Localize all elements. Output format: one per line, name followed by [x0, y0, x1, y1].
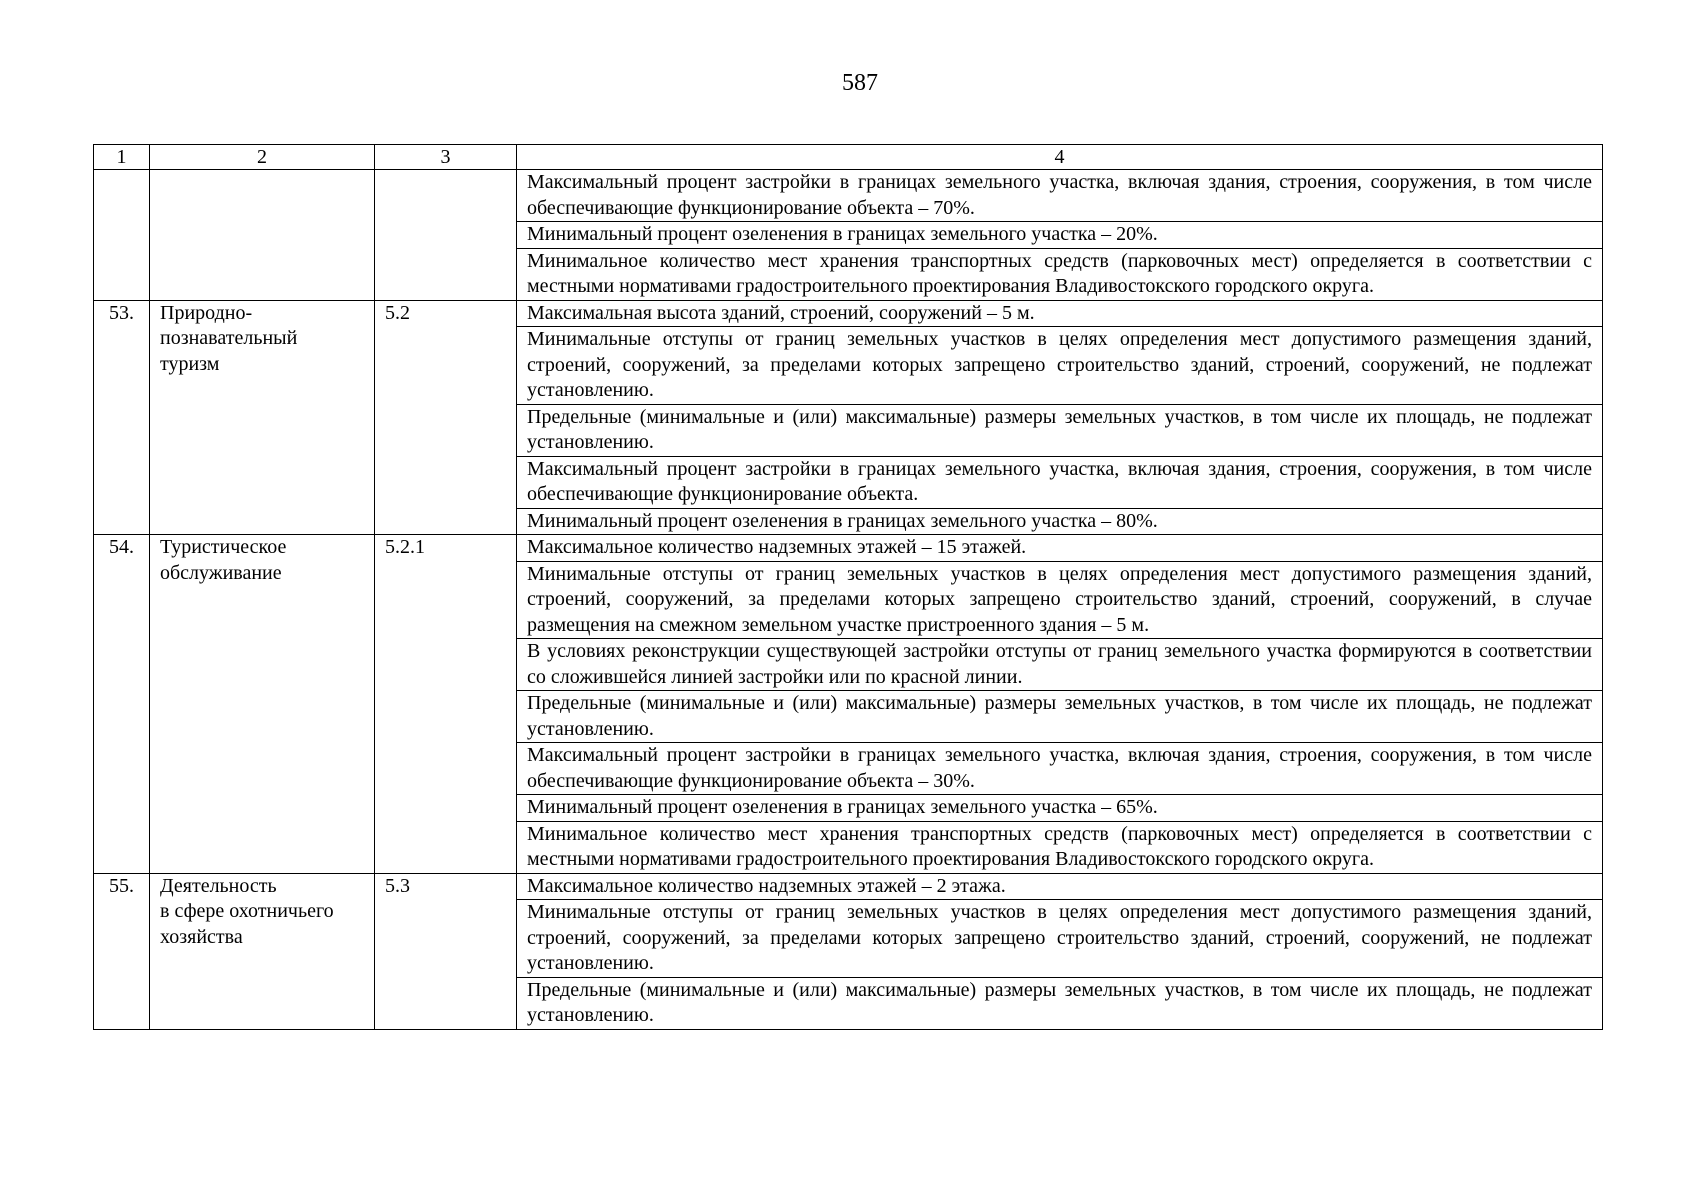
group-code: 5.2.1 [375, 535, 517, 874]
carryover-num-cell [94, 170, 150, 301]
group-number: 54. [94, 535, 150, 874]
regulations-table [93, 144, 1603, 1030]
requirement-cell: Максимальная высота зданий, строений, сооружений – 5 м. [517, 300, 1603, 327]
header-col-1: 1 [94, 145, 150, 170]
group-row-54 [94, 535, 1603, 562]
group-code: 5.2 [375, 300, 517, 535]
group-name: Туристическое обслуживание [150, 535, 375, 874]
group-number: 53. [94, 300, 150, 535]
requirement-cell: Максимальное количество надземных этажей – 15 этажей. [517, 535, 1603, 562]
requirement-cell: Минимальные отступы от границ земельных участков в целях определения мест допустимого размещения зданий, строений, сооружений, за пределами которых запрещено строительство зданий, строений, сооружений, не подлежат установлению. [517, 327, 1603, 405]
table-header-row [94, 145, 1603, 170]
requirement-cell: Минимальный процент озеленения в границах земельного участка – 80%. [517, 508, 1603, 535]
group-number: 55. [94, 873, 150, 1029]
carryover-row [94, 170, 1603, 222]
requirement-cell: Максимальный процент застройки в границах земельного участка, включая здания, строения, сооружения, в том числе обеспечивающие функционирование объекта. [517, 456, 1603, 508]
group-row-55 [94, 873, 1603, 900]
requirement-cell: Минимальное количество мест хранения транспортных средств (парковочных мест) определяется в соответствии с местными нормативами градостроительного проектирования Владивостокского городского округа. [517, 248, 1603, 300]
page-number: 587 [842, 70, 878, 96]
requirement-cell: Предельные (минимальные и (или) максимальные) размеры земельных участков, в том числе их площадь, не подлежат установлению. [517, 404, 1603, 456]
header-col-2: 2 [150, 145, 375, 170]
requirement-cell: Минимальный процент озеленения в границах земельного участка – 65%. [517, 795, 1603, 822]
requirement-cell: Минимальные отступы от границ земельных участков в целях определения мест допустимого размещения зданий, строений, сооружений, за пределами которых запрещено строительство зданий, строений, сооружений, не подлежат установлению. [517, 900, 1603, 978]
group-code: 5.3 [375, 873, 517, 1029]
requirement-cell: В условиях реконструкции существующей застройки отступы от границ земельного участка формируются в соответствии со сложившейся линией застройки или по красной линии. [517, 639, 1603, 691]
requirement-cell: Предельные (минимальные и (или) максимальные) размеры земельных участков, в том числе их площадь, не подлежат установлению. [517, 977, 1603, 1029]
header-col-3: 3 [375, 145, 517, 170]
group-name: Деятельность в сфере охотничьего хозяйства [150, 873, 375, 1029]
requirement-cell: Минимальный процент озеленения в границах земельного участка – 20%. [517, 222, 1603, 249]
requirement-cell: Минимальные отступы от границ земельных участков в целях определения мест допустимого размещения зданий, строений, сооружений, за пределами которых запрещено строительство зданий, строений, сооружений, в случае размещения на смежном земельном участке пристроенного здания – 5 м. [517, 561, 1603, 639]
carryover-name-cell [150, 170, 375, 301]
requirement-cell: Максимальный процент застройки в границах земельного участка, включая здания, строения, сооружения, в том числе обеспечивающие функционирование объекта – 70%. [517, 170, 1603, 222]
carryover-code-cell [375, 170, 517, 301]
requirement-cell: Минимальное количество мест хранения транспортных средств (парковочных мест) определяется в соответствии с местными нормативами градостроительного проектирования Владивостокского городского округа. [517, 821, 1603, 873]
group-name: Природно- познавательный туризм [150, 300, 375, 535]
requirement-cell: Максимальное количество надземных этажей – 2 этажа. [517, 873, 1603, 900]
requirement-cell: Предельные (минимальные и (или) максимальные) размеры земельных участков, в том числе их площадь, не подлежат установлению. [517, 691, 1603, 743]
header-col-4: 4 [517, 145, 1603, 170]
group-row-53 [94, 300, 1603, 327]
requirement-cell: Максимальный процент застройки в границах земельного участка, включая здания, строения, сооружения, в том числе обеспечивающие функционирование объекта – 30%. [517, 743, 1603, 795]
table-body [94, 145, 1603, 1030]
